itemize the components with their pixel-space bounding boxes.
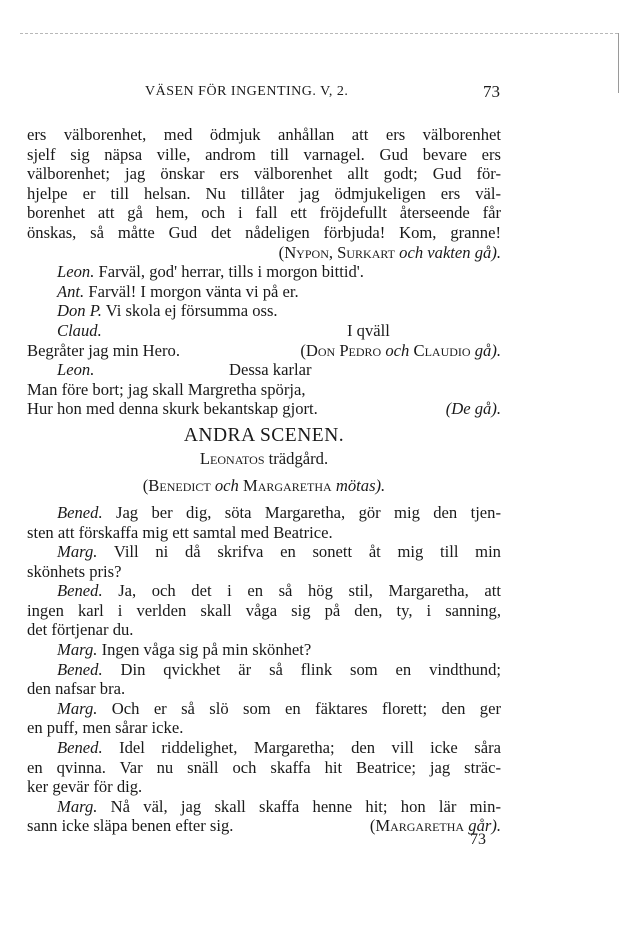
dialogue-line: Bened. Din qvickhet är så flink som en vindthund; bbox=[57, 659, 501, 679]
stage-direction: (Margaretha går). bbox=[369, 816, 501, 836]
dialogue-line: Bened. Jag ber dig, söta Margaretha, gör mig den tjen- bbox=[57, 502, 501, 522]
text-line: sann icke släpa benen efter sig. (Margaretha går). bbox=[27, 816, 501, 836]
verse-line: Begråter jag min Hero. (Don Pedro och Claudio gå). bbox=[27, 340, 501, 360]
dialogue-line bbox=[27, 321, 501, 341]
verse-line: Man före bort; jag skall Margretha spörja, bbox=[27, 379, 306, 399]
dialogue-line: Marg. Och er så slö som en fäktares florett; den ger bbox=[57, 698, 501, 718]
text-line: hjelpe er till helsan. Nu tillåter jag ödmjukeligen ers väl- bbox=[27, 183, 501, 203]
footer-page-number: 73 bbox=[470, 831, 486, 848]
speaker-name: Ant. bbox=[57, 281, 85, 301]
dialogue-line bbox=[27, 301, 501, 321]
speaker-name: Marg. bbox=[57, 640, 98, 660]
text-line: ker gevär för dig. bbox=[27, 777, 143, 797]
dialogue-line: Marg. Nå väl, jag skall skaffa henne hit; hon lär min- bbox=[57, 796, 501, 816]
text-line: borenhet att gå hem, och i fall ett fröjdefullt återseende får bbox=[27, 203, 501, 223]
speaker-name: Don P. bbox=[57, 301, 102, 321]
page-text bbox=[27, 125, 501, 836]
text-line: ers välborenhet, med ödmjuk anhållan att ers välborenhet bbox=[27, 125, 501, 144]
scene-stage-direction: (Benedict och Margaretha mötas). bbox=[142, 475, 386, 495]
text-line: en qvinna. Var nu snäll och skaffa hit Beatrice; jag sträc- bbox=[27, 757, 501, 777]
text-line: den nafsar bra. bbox=[27, 679, 126, 699]
dialogue-line bbox=[27, 262, 501, 282]
speaker-name: Marg. bbox=[57, 542, 98, 562]
speaker-name: Bened. bbox=[57, 659, 103, 679]
stage-names: Nypon, Surkart bbox=[284, 242, 395, 262]
text-line: sjelf sig näpsa ville, androm till varnagel. Gud bevare ers bbox=[27, 144, 501, 164]
speaker-name: Claud. bbox=[57, 320, 102, 340]
dialogue-line: Marg. Vill ni då skrifva en sonett åt mig till min bbox=[57, 542, 501, 562]
verse-line: Hur hon med denna skurk bekantskap gjort. (De gå). bbox=[27, 399, 501, 419]
dialogue-line: Marg. Ingen våga sig på min skönhet? bbox=[57, 640, 312, 660]
header-page-number: 73 bbox=[483, 82, 500, 101]
speaker-name: Leon. bbox=[57, 360, 95, 380]
text-line: ingen karl i verlden skall våga sig på den, ty, i sanning, bbox=[27, 600, 501, 620]
speaker-name: Marg. bbox=[57, 796, 98, 816]
dialogue-line bbox=[27, 360, 501, 380]
dialogue-line: Bened. Ja, och det i en så hög stil, Margaretha, att bbox=[57, 581, 501, 601]
speech-text: Vi skola ej försumma oss. bbox=[105, 301, 278, 321]
speaker-name: Marg. bbox=[57, 698, 98, 718]
running-title: VÄSEN FÖR INGENTING. V, 2. bbox=[145, 84, 349, 99]
dialogue-line: Bened. Idel riddelighet, Margaretha; den vill icke såra bbox=[57, 738, 501, 758]
speech-text: Farväl, god' herrar, tills i morgon bittid'. bbox=[98, 262, 364, 282]
speaker-name: Bened. bbox=[57, 738, 103, 758]
verse-continuation: Dessa karlar bbox=[229, 360, 312, 380]
text-line: det förtjenar du. bbox=[27, 620, 134, 640]
text-line: sten att förskaffa mig ett samtal med Beatrice. bbox=[27, 522, 333, 542]
speaker-name: Leon. bbox=[57, 262, 95, 282]
speaker-name: Bened. bbox=[57, 581, 103, 601]
stage-direction: (De gå). bbox=[445, 399, 501, 419]
scene-heading: ANDRA SCENEN. bbox=[183, 424, 345, 446]
page-top-edge bbox=[20, 33, 618, 34]
text-line: välborenhet; jag önskar ers välborenhet allt godt; Gud för- bbox=[27, 164, 501, 184]
scene-location: Leonatos trädgård. bbox=[199, 448, 329, 468]
verse-continuation: I qväll bbox=[347, 320, 390, 340]
stage-direction: (Nypon, Surkart och vakten gå). bbox=[278, 242, 501, 262]
text-line: en puff, men sårar icke. bbox=[27, 718, 184, 738]
speaker-name: Bened. bbox=[57, 502, 103, 522]
speech-text: Farväl! I morgon vänta vi på er. bbox=[88, 281, 299, 301]
text-line: önskas, så måtte Gud det nådeligen förbjuda! Kom, granne! bbox=[27, 222, 501, 242]
dialogue-line bbox=[27, 282, 501, 302]
text-line: skönhets pris? bbox=[27, 561, 122, 581]
running-header bbox=[0, 84, 632, 104]
